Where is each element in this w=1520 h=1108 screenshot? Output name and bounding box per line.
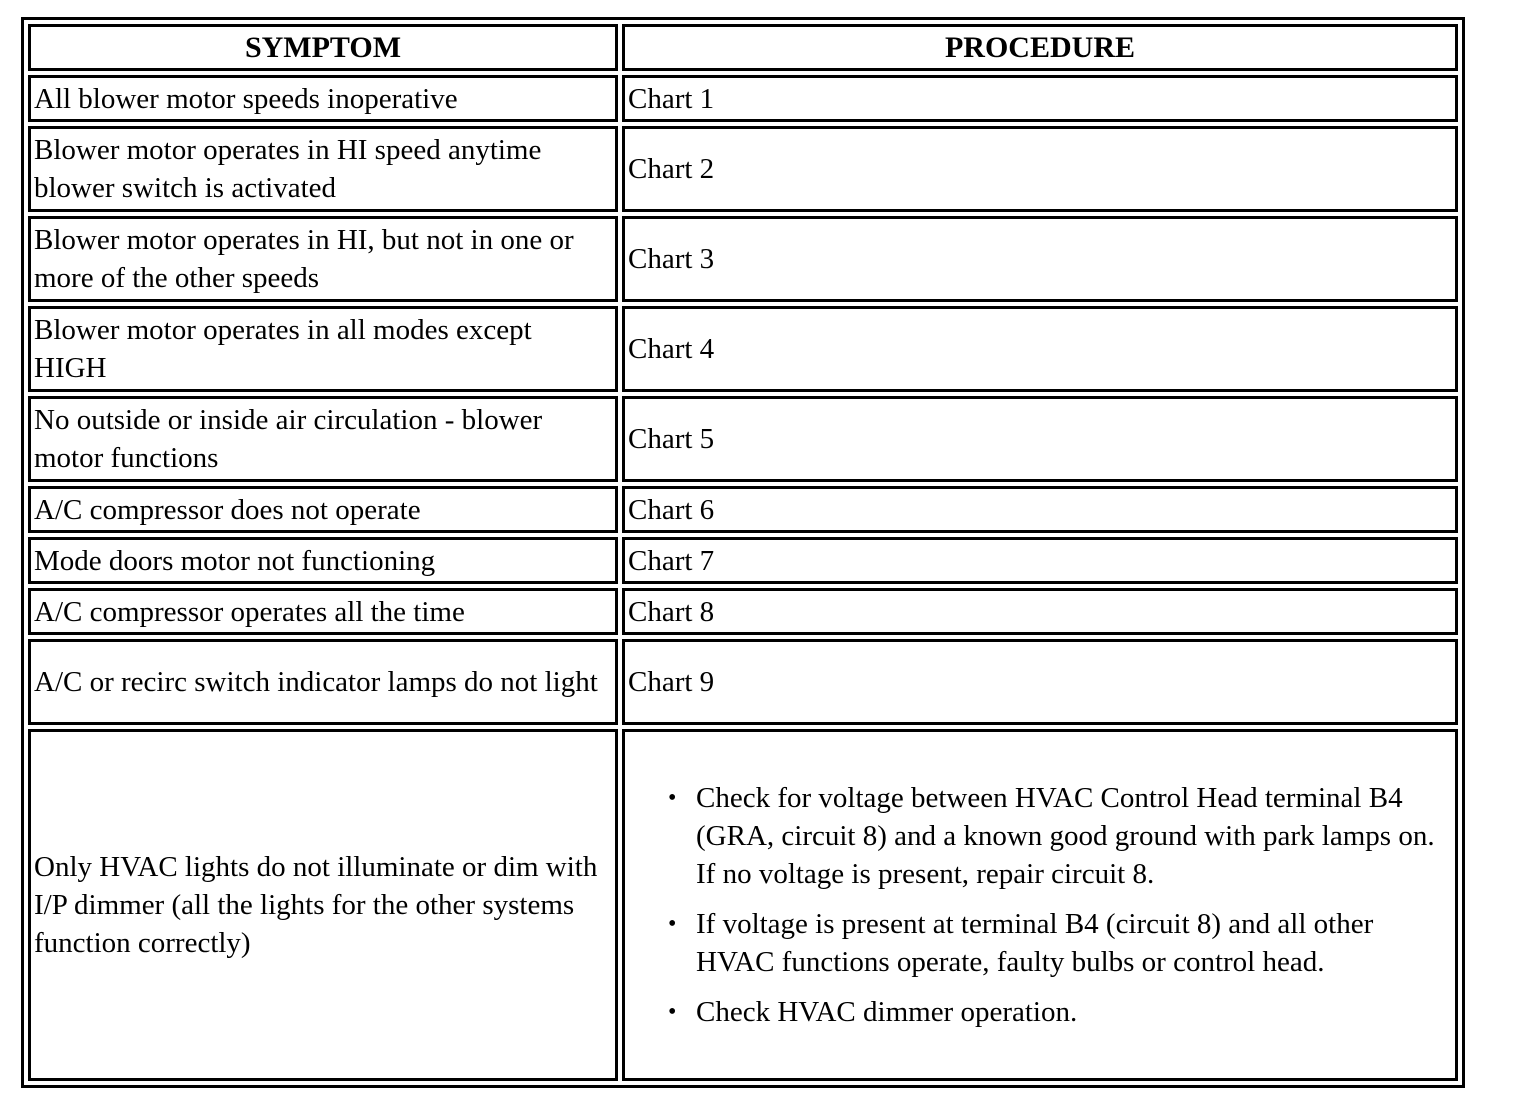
table-row (28, 396, 1458, 482)
symptom-cell: Blower motor operates in all modes except HIGH (28, 306, 618, 392)
table-row (28, 537, 1458, 584)
table-row (28, 75, 1458, 122)
bullet-icon: • (668, 999, 677, 1025)
procedure-cell: Chart 2 (622, 126, 1458, 212)
procedure-cell: Chart 6 (622, 486, 1458, 533)
symptom-cell: Blower motor operates in HI, but not in one or more of the other speeds (28, 216, 618, 302)
symptom-cell: A/C compressor does not operate (28, 486, 618, 533)
table-row (28, 126, 1458, 212)
symptom-cell: Mode doors motor not functioning (28, 537, 618, 584)
procedure-step-text: Check HVAC dimmer operation. (696, 996, 1078, 1028)
procedure-cell: Chart 3 (622, 216, 1458, 302)
table-row (28, 729, 1458, 1081)
symptom-procedure-table (21, 17, 1465, 1088)
procedure-step (668, 993, 1451, 1031)
procedure-cell (622, 729, 1458, 1081)
symptom-cell: A/C or recirc switch indicator lamps do not light (28, 639, 618, 725)
symptom-cell: A/C compressor operates all the time (28, 588, 618, 635)
bullet-icon: • (668, 911, 677, 937)
procedure-cell: Chart 4 (622, 306, 1458, 392)
procedure-cell: Chart 9 (622, 639, 1458, 725)
procedure-step-text: Check for voltage between HVAC Control Head terminal B4 (GRA, circuit 8) and a known good ground with park lamps on. If no voltage is present, repair circuit 8. (696, 782, 1435, 890)
symptom-cell: No outside or inside air circulation - blower motor functions (28, 396, 618, 482)
procedure-cell: Chart 1 (622, 75, 1458, 122)
table-row (28, 588, 1458, 635)
procedure-step-text: If voltage is present at terminal B4 (circuit 8) and all other HVAC functions operate, faulty bulbs or control head. (696, 908, 1374, 978)
table-row (28, 639, 1458, 725)
bullet-icon: • (668, 785, 677, 811)
procedure-cell: Chart 8 (622, 588, 1458, 635)
table-row (28, 486, 1458, 533)
table-row (28, 216, 1458, 302)
symptom-cell: All blower motor speeds inoperative (28, 75, 618, 122)
symptom-cell: Only HVAC lights do not illuminate or dim with I/P dimmer (all the lights for the other systems function correctly) (28, 729, 618, 1081)
procedure-cell: Chart 7 (622, 537, 1458, 584)
table-row (28, 306, 1458, 392)
procedure-column-header: PROCEDURE (622, 24, 1458, 71)
procedure-step (668, 905, 1451, 981)
header-row (28, 24, 1458, 71)
procedure-step-list (628, 779, 1451, 1031)
symptom-column-header: SYMPTOM (28, 24, 618, 71)
procedure-cell: Chart 5 (622, 396, 1458, 482)
procedure-step (668, 779, 1451, 893)
symptom-cell: Blower motor operates in HI speed anytime blower switch is activated (28, 126, 618, 212)
